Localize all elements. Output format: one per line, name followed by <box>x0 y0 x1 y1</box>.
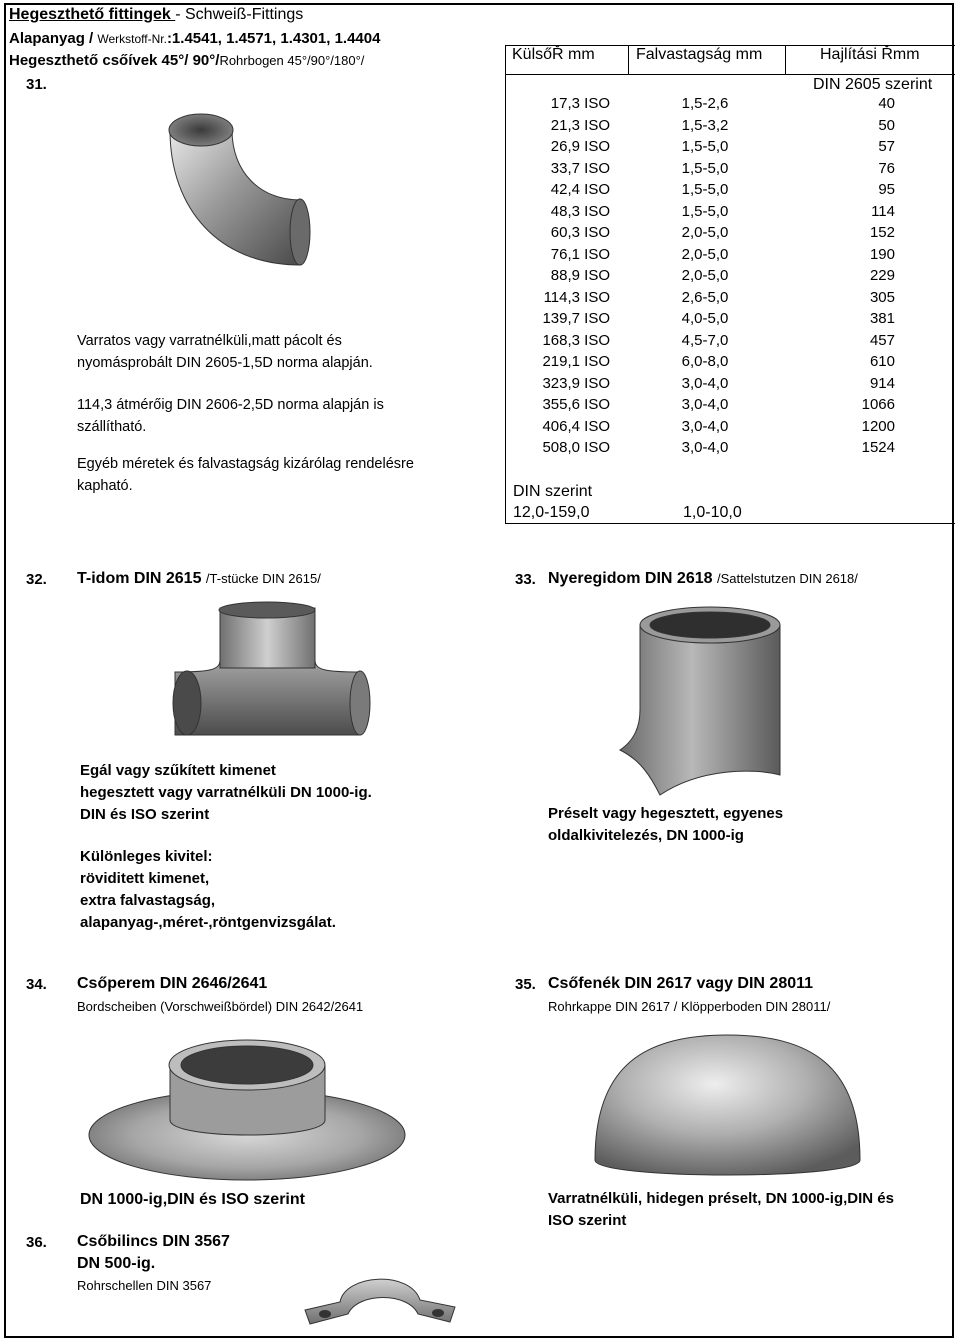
tee-title-de: /T-stücke DIN 2615/ <box>205 571 321 586</box>
cap-photo <box>585 1020 870 1185</box>
elbow-note-line: Varratos vagy varratnélküli,matt pácolt és <box>77 333 342 349</box>
table-row <box>505 117 955 139</box>
cell-bend-radius: 50 <box>878 116 895 134</box>
cap-desc-line: Varratnélküli, hidegen préselt, DN 1000-ig,DIN és <box>548 1190 894 1207</box>
cell-bend-radius: 190 <box>869 245 895 263</box>
cell-bend-radius: 229 <box>869 267 895 284</box>
clamp-size: DN 500-ig. <box>77 1255 156 1272</box>
section-33-number: 33. <box>515 571 536 588</box>
tee-desc-line: extra falvastagság, <box>80 892 216 909</box>
table-row <box>505 375 955 397</box>
clamp-title: Csőbilincs DIN 3567 <box>77 1233 230 1250</box>
cell-bend-radius: 57 <box>878 138 895 155</box>
cell-outer-diameter: 406,4 ISO <box>542 417 610 435</box>
material-label: Alapanyag / <box>9 30 98 47</box>
cell-wall-thickness: 3,0-4,0 <box>681 439 729 456</box>
table-row <box>505 289 955 311</box>
din-label: DIN szerint <box>513 483 593 500</box>
material-werkstoff: Werkstoff-Nr. <box>97 32 167 46</box>
material-values: :1.4541, 1.4571, 1.4301, 1.4404 <box>166 30 381 47</box>
col-header-radius: Hajlítási Řmm <box>820 46 920 63</box>
saddle-title-hu: Nyeregidom DIN 2618 <box>548 570 717 587</box>
tee-desc-line: DIN és ISO szerint <box>80 806 210 823</box>
cell-wall-thickness: 3,0-4,0 <box>681 374 729 392</box>
cell-bend-radius: 1066 <box>861 396 895 413</box>
page-title-de: - Schweiß-Fittings <box>175 6 304 23</box>
cell-bend-radius: 114 <box>871 202 895 220</box>
cell-outer-diameter: 355,6 ISO <box>542 396 610 413</box>
cell-wall-thickness: 2,0-5,0 <box>681 267 729 284</box>
cell-outer-diameter: 323,9 ISO <box>542 374 610 392</box>
cell-bend-radius: 95 <box>878 181 895 198</box>
table-header-border <box>505 74 955 75</box>
elbow-title <box>9 52 364 69</box>
cell-bend-radius: 610 <box>869 353 895 370</box>
cell-outer-diameter: 508,0 ISO <box>542 439 610 456</box>
page-title-hu: Hegeszthető fittingek <box>9 6 176 23</box>
cell-outer-diameter: 26,9 ISO <box>550 138 610 155</box>
section-35-number: 35. <box>515 976 536 993</box>
clamp-photo <box>300 1262 460 1330</box>
table-row <box>505 246 955 268</box>
tee-title <box>77 570 321 588</box>
saddle-photo <box>610 600 800 800</box>
cell-bend-radius: 457 <box>869 331 895 349</box>
saddle-desc-line: oldalkivitelezés, DN 1000-ig <box>548 827 744 844</box>
cell-wall-thickness: 1,5-5,0 <box>681 159 729 177</box>
table-row <box>505 310 955 332</box>
cell-outer-diameter: 114,3 ISO <box>543 288 610 306</box>
elbow-title-de: Rohrbogen 45°/90°/180°/ <box>219 53 365 68</box>
elbow-note-line: 114,3 átmérőig DIN 2606-2,5D norma alapján is <box>77 397 384 413</box>
cell-outer-diameter: 48,3 ISO <box>550 202 610 220</box>
table-row <box>505 138 955 160</box>
cell-bend-radius: 1524 <box>861 439 895 456</box>
cell-bend-radius: 914 <box>869 374 895 392</box>
cell-outer-diameter: 219,1 ISO <box>542 353 610 370</box>
cell-wall-thickness: 4,0-5,0 <box>681 310 729 327</box>
saddle-title <box>548 570 858 588</box>
elbow-title-hu: Hegeszthető csőívek 45°/ 90°/ <box>9 52 220 69</box>
col-header-radius-sub: DIN 2605 szerint <box>813 76 933 93</box>
elbow-note-line: Egyéb méretek és falvastagság kizárólag rendelésre <box>77 456 414 472</box>
saddle-desc-line: Préselt vagy hegesztett, egyenes <box>548 805 784 822</box>
flange-subtitle: Bordscheiben (Vorschweißbördel) DIN 2642/2641 <box>77 999 364 1014</box>
cell-outer-diameter: 42,4 ISO <box>550 181 610 198</box>
flange-photo <box>85 1020 410 1185</box>
cell-outer-diameter: 168,3 ISO <box>542 331 610 349</box>
table-row <box>505 396 955 418</box>
din-wall-range: 1,0-10,0 <box>683 504 742 521</box>
section-34-number: 34. <box>26 976 47 993</box>
cell-bend-radius: 152 <box>869 224 895 241</box>
cap-subtitle: Rohrkappe DIN 2617 / Klöpperboden DIN 28011/ <box>548 999 831 1014</box>
flange-title: Csőperem DIN 2646/2641 <box>77 975 268 992</box>
cell-bend-radius: 40 <box>878 95 895 112</box>
cap-desc-line: ISO szerint <box>548 1212 627 1229</box>
table-row <box>505 203 955 225</box>
cell-wall-thickness: 3,0-4,0 <box>681 396 729 413</box>
cell-outer-diameter: 33,7 ISO <box>550 159 610 177</box>
table-col-divider <box>628 45 629 75</box>
table-row <box>505 181 955 203</box>
cell-bend-radius: 305 <box>869 288 895 306</box>
tee-desc-line: hegesztett vagy varratnélküli DN 1000-ig. <box>80 784 372 801</box>
table-row <box>505 332 955 354</box>
cell-wall-thickness: 6,0-8,0 <box>681 353 729 370</box>
table-row <box>505 439 955 461</box>
elbow-note-line: szállítható. <box>77 419 147 435</box>
cell-wall-thickness: 3,0-4,0 <box>681 417 729 435</box>
section-36-number: 36. <box>26 1234 47 1251</box>
cell-wall-thickness: 1,5-5,0 <box>681 138 729 155</box>
cap-title: Csőfenék DIN 2617 vagy DIN 28011 <box>548 975 814 992</box>
din-od-range: 12,0-159,0 <box>513 504 590 521</box>
tee-desc-line: alapanyag-,méret-,röntgenvizsgálat. <box>80 914 336 931</box>
cell-outer-diameter: 139,7 ISO <box>542 310 610 327</box>
elbow-notes <box>77 330 414 497</box>
table-bottom-border <box>505 523 955 524</box>
cell-wall-thickness: 2,6-5,0 <box>681 288 729 306</box>
cell-wall-thickness: 4,5-7,0 <box>681 331 729 349</box>
section-31-number: 31. <box>26 76 47 93</box>
saddle-title-de: /Sattelstutzen DIN 2618/ <box>716 571 858 586</box>
col-header-od: KülsőŘ mm <box>512 46 595 63</box>
elbow-note-line: nyomásprobált DIN 2605-1,5D norma alapján. <box>77 355 373 371</box>
table-row <box>505 160 955 182</box>
tee-desc-line: Egál vagy szűkített kimenet <box>80 762 276 779</box>
section-32-number: 32. <box>26 571 47 588</box>
saddle-description <box>548 803 783 847</box>
cell-wall-thickness: 1,5-5,0 <box>681 202 729 220</box>
tee-desc-line: Különleges kivitel: <box>80 848 213 865</box>
cell-wall-thickness: 1,5-3,2 <box>681 116 729 134</box>
cap-description <box>548 1188 894 1232</box>
table-row <box>505 95 955 117</box>
tee-photo <box>165 600 375 740</box>
cell-wall-thickness: 2,0-5,0 <box>681 224 729 241</box>
cell-wall-thickness: 1,5-5,0 <box>681 181 729 198</box>
elbow-note-line: kapható. <box>77 478 133 494</box>
table-row <box>505 224 955 246</box>
tee-desc-line: röviditett kimenet, <box>80 870 210 887</box>
material-line <box>9 30 380 47</box>
cell-outer-diameter: 76,1 ISO <box>550 245 610 263</box>
table-row <box>505 353 955 375</box>
cell-outer-diameter: 17,3 ISO <box>550 95 610 112</box>
col-header-wall: Falvastagság mm <box>636 46 763 63</box>
cell-bend-radius: 1200 <box>861 417 895 435</box>
cell-wall-thickness: 1,5-2,6 <box>681 95 729 112</box>
cell-bend-radius: 381 <box>869 310 895 327</box>
cell-bend-radius: 76 <box>878 159 895 177</box>
flange-note: DN 1000-ig,DIN és ISO szerint <box>80 1191 305 1208</box>
table-row <box>505 267 955 289</box>
cell-outer-diameter: 21,3 ISO <box>550 116 610 134</box>
cell-outer-diameter: 88,9 ISO <box>550 267 610 284</box>
cell-wall-thickness: 2,0-5,0 <box>681 245 729 263</box>
clamp-subtitle: Rohrschellen DIN 3567 <box>77 1278 212 1293</box>
cell-outer-diameter: 60,3 ISO <box>550 224 610 241</box>
table-col-divider <box>785 45 786 75</box>
tee-title-hu: T-idom DIN 2615 <box>77 570 206 587</box>
table-row <box>505 418 955 440</box>
page-title <box>9 6 303 24</box>
tee-description <box>80 760 372 934</box>
elbow-photo <box>150 100 320 290</box>
